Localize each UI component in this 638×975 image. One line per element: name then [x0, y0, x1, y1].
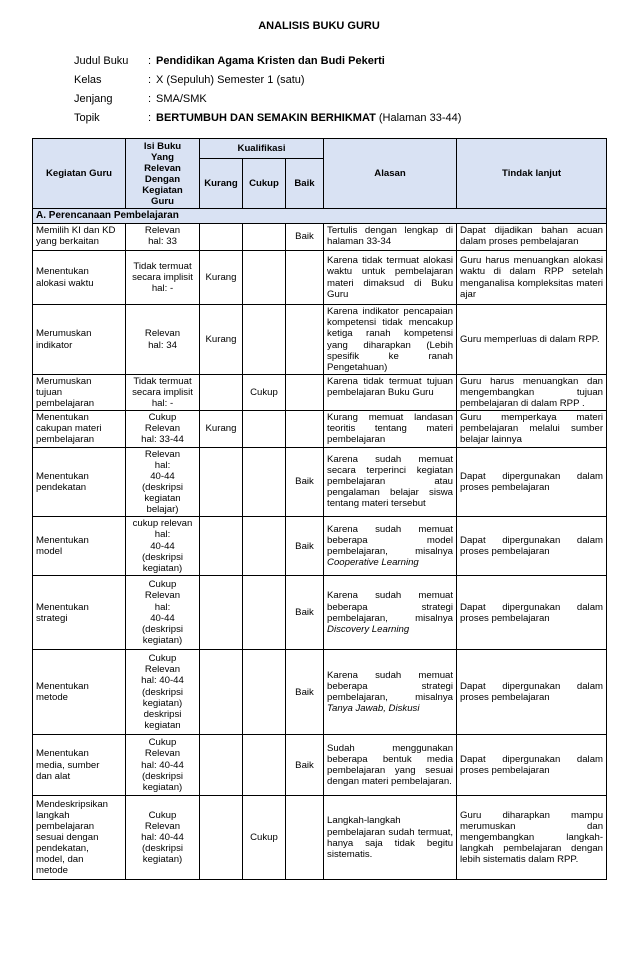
table-row	[33, 576, 607, 650]
meta-value-text: SMA/SMK	[156, 93, 207, 105]
cell-tindak-lanjut: Dapat dipergunakan dalam proses pembelajaran	[457, 650, 607, 735]
header-cukup: Cukup	[243, 159, 286, 209]
cell-isi-buku: Cukup Relevan hal: 40-44 (deskripsi kegiatan) deskripsi kegiatan	[126, 650, 200, 735]
cell-baik: Baik	[286, 735, 324, 796]
header-kegiatan-guru: Kegiatan Guru	[33, 139, 126, 209]
document-title: ANALISIS BUKU GURU	[258, 20, 380, 32]
alasan-example: Discovery Learning	[327, 623, 410, 635]
cell-kurang	[200, 517, 243, 576]
cell-cukup	[243, 576, 286, 650]
meta-separator: :	[148, 55, 152, 67]
cell-isi-buku: Relevan hal: 34	[126, 305, 200, 375]
cell-isi-buku: Cukup Relevan hal: 40-44 (deskripsi kegiatan)	[126, 576, 200, 650]
table-row	[33, 447, 607, 517]
meta-row	[74, 52, 461, 71]
meta-row	[74, 71, 461, 90]
table-row	[33, 735, 607, 796]
meta-separator: :	[148, 74, 152, 86]
alasan-text: Karena indikator pencapaian kompetensi tidak mencakup ketiga ranah kompetensi yang diharapkan (Lebih spesifik ke ranah Pengetahuan)	[327, 306, 454, 373]
table-row	[33, 224, 607, 251]
cell-isi-buku: Cukup Relevan hal: 33-44	[126, 411, 200, 447]
cell-isi-buku: cukup relevan hal: 40-44 (deskripsi kegiatan)	[126, 517, 200, 576]
cell-tindak-lanjut: Dapat dipergunakan dalam proses pembelajaran	[457, 576, 607, 650]
cell-alasan	[324, 517, 457, 576]
cell-baik	[286, 796, 324, 880]
cell-tindak-lanjut: Dapat dipergunakan dalam proses pembelajaran	[457, 735, 607, 796]
cell-kegiatan: Menentukan pendekatan	[33, 447, 126, 517]
meta-value	[156, 71, 305, 90]
cell-tindak-lanjut: Guru harus menuangkan dan mengembangkan tujuan pembelajaran di dalam RPP .	[457, 375, 607, 411]
table-row	[33, 517, 607, 576]
alasan-text: Tertulis dengan lengkap di halaman 33-34	[327, 225, 454, 248]
cell-cukup	[243, 517, 286, 576]
cell-cukup	[243, 735, 286, 796]
cell-baik	[286, 305, 324, 375]
cell-tindak-lanjut: Guru memperkaya materi pembelajaran melalui sumber belajar lainnya	[457, 411, 607, 447]
meta-value-bold: Pendidikan Agama Kristen dan Budi Pekerti	[156, 55, 385, 67]
cell-tindak-lanjut: Guru diharapkan mampu merumuskan dan mengembangkan langkah-langkah pembelajaran dengan lebih sistematis dalam RPP.	[457, 796, 607, 880]
cell-cukup	[243, 224, 286, 251]
cell-alasan	[324, 576, 457, 650]
cell-baik	[286, 411, 324, 447]
cell-cukup: Cukup	[243, 796, 286, 880]
cell-tindak-lanjut: Guru memperluas di dalam RPP.	[457, 305, 607, 375]
cell-kurang	[200, 650, 243, 735]
cell-isi-buku: Tidak termuat secara implisit hal: -	[126, 375, 200, 411]
cell-kegiatan: Menentukan model	[33, 517, 126, 576]
cell-kurang	[200, 735, 243, 796]
cell-baik: Baik	[286, 224, 324, 251]
cell-kurang	[200, 796, 243, 880]
cell-kurang	[200, 576, 243, 650]
cell-kegiatan: Menentukan media, sumber dan alat	[33, 735, 126, 796]
cell-isi-buku: Cukup Relevan hal: 40-44 (deskripsi kegiatan)	[126, 735, 200, 796]
header-alasan: Alasan	[324, 139, 457, 209]
meta-row	[74, 90, 461, 109]
cell-tindak-lanjut: Dapat dijadikan bahan acuan dalam proses pembelajaran	[457, 224, 607, 251]
cell-baik: Baik	[286, 517, 324, 576]
cell-alasan	[324, 796, 457, 880]
alasan-text: Karena tidak termuat alokasi waktu untuk pembelajaran materi dimaksud di Buku Guru	[327, 255, 454, 300]
table-row	[33, 796, 607, 880]
cell-cukup	[243, 251, 286, 305]
cell-cukup	[243, 650, 286, 735]
cell-cukup: Cukup	[243, 375, 286, 411]
meta-value-text: X (Sepuluh) Semester 1 (satu)	[156, 74, 305, 86]
cell-baik: Baik	[286, 650, 324, 735]
cell-baik	[286, 251, 324, 305]
table-row	[33, 411, 607, 447]
meta-label: Jenjang	[74, 93, 113, 105]
cell-isi-buku: Cukup Relevan hal: 40-44 (deskripsi kegiatan)	[126, 796, 200, 880]
cell-kurang: Kurang	[200, 305, 243, 375]
cell-alasan	[324, 375, 457, 411]
cell-tindak-lanjut: Guru harus menuangkan alokasi waktu di dalam RPP setelah menganalisa kompleksitas materi ajar	[457, 251, 607, 305]
meta-row	[74, 109, 461, 128]
meta-value-bold: BERTUMBUH DAN SEMAKIN BERHIKMAT	[156, 112, 376, 124]
cell-alasan	[324, 411, 457, 447]
section-row	[33, 209, 607, 224]
alasan-text: Karena sudah memuat beberapa strategi pembelajaran, misalnya	[327, 669, 454, 704]
cell-isi-buku: Relevan hal: 40-44 (deskripsi kegiatan belajar)	[126, 447, 200, 517]
meta-value	[156, 109, 461, 128]
cell-kegiatan: Merumuskan indikator	[33, 305, 126, 375]
alasan-text: Sudah menggunakan beberapa bentuk media pembelajaran yang sesuai dengan materi pembelajaran.	[327, 742, 454, 788]
cell-kegiatan: Menentukan cakupan materi pembelajaran	[33, 411, 126, 447]
cell-baik: Baik	[286, 576, 324, 650]
cell-kurang: Kurang	[200, 251, 243, 305]
cell-baik	[286, 375, 324, 411]
cell-alasan	[324, 224, 457, 251]
meta-separator: :	[148, 93, 152, 105]
cell-kegiatan: Merumuskan tujuan pembelajaran	[33, 375, 126, 411]
table-row	[33, 305, 607, 375]
cell-kegiatan: Menentukan metode	[33, 650, 126, 735]
cell-tindak-lanjut: Dapat dipergunakan dalam proses pembelajaran	[457, 447, 607, 517]
header-baik: Baik	[286, 159, 324, 209]
alasan-text: Karena tidak termuat tujuan pembelajaran Buku Guru	[327, 376, 454, 399]
meta-value-text: (Halaman 33-44)	[375, 112, 462, 124]
table-row	[33, 251, 607, 305]
cell-alasan	[324, 305, 457, 375]
alasan-example: Cooperative Learning	[327, 557, 419, 569]
cell-tindak-lanjut: Dapat dipergunakan dalam proses pembelajaran	[457, 517, 607, 576]
alasan-text: Karena sudah memuat beberapa model pembelajaran, misalnya	[327, 523, 454, 558]
cell-kegiatan: Mendeskripsikan langkah pembelajaran sesuai dengan pendekatan, model, dan metode	[33, 796, 126, 880]
cell-kegiatan: Menentukan strategi	[33, 576, 126, 650]
alasan-text: Langkah-langkah pembelajaran sudah termuat, hanya saja tidak begitu sistematis.	[327, 815, 454, 860]
alasan-text: Karena sudah memuat secara terperinci kegiatan pembelajaran atau pengalaman belajar siswa tentang materi tersebut	[327, 454, 454, 510]
header-isi-buku: Isi Buku Yang Relevan Dengan Kegiatan Guru	[126, 139, 200, 209]
cell-alasan	[324, 650, 457, 735]
meta-value	[156, 90, 207, 109]
alasan-text: Kurang memuat landasan teoritis tentang materi pembelajaran	[327, 412, 454, 446]
meta-separator: :	[148, 112, 152, 124]
cell-kurang: Kurang	[200, 411, 243, 447]
cell-kurang	[200, 224, 243, 251]
cell-cukup	[243, 447, 286, 517]
analysis-table	[32, 138, 607, 880]
cell-kurang	[200, 375, 243, 411]
cell-kegiatan: Menentukan alokasi waktu	[33, 251, 126, 305]
meta-label: Kelas	[74, 74, 102, 86]
cell-baik: Baik	[286, 447, 324, 517]
table-row	[33, 650, 607, 735]
cell-alasan	[324, 447, 457, 517]
cell-cukup	[243, 305, 286, 375]
header-kualifikasi: Kualifikasi	[200, 139, 324, 159]
meta-label: Topik	[74, 112, 100, 124]
header-tindak-lanjut: Tindak lanjut	[457, 139, 607, 209]
cell-kegiatan: Memilih KI dan KD yang berkaitan	[33, 224, 126, 251]
meta-label: Judul Buku	[74, 55, 129, 67]
alasan-text: Karena sudah memuat beberapa strategi pembelajaran, misalnya	[327, 590, 454, 624]
cell-isi-buku: Tidak termuat secara implisit hal: -	[126, 251, 200, 305]
document-meta	[74, 52, 461, 128]
cell-kurang	[200, 447, 243, 517]
cell-alasan	[324, 735, 457, 796]
table-row	[33, 375, 607, 411]
cell-cukup	[243, 411, 286, 447]
meta-value	[156, 52, 385, 71]
alasan-example: Tanya Jawab, Diskusi	[327, 703, 420, 715]
cell-isi-buku: Relevan hal: 33	[126, 224, 200, 251]
section-title: A. Perencanaan Pembelajaran	[33, 209, 607, 224]
cell-alasan	[324, 251, 457, 305]
header-kurang: Kurang	[200, 159, 243, 209]
